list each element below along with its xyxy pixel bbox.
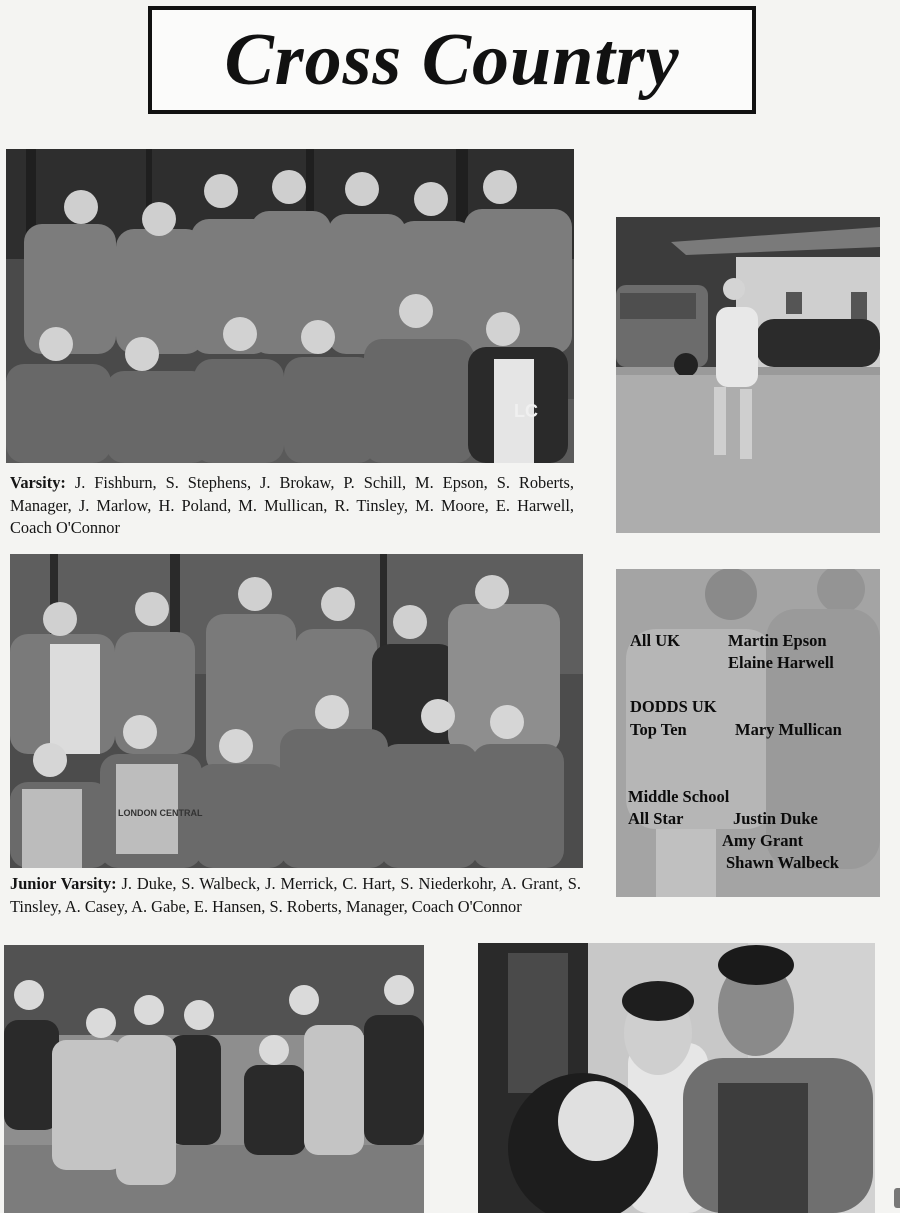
award-all-uk-name-2: Elaine Harwell (728, 653, 834, 672)
page-title-box (148, 6, 756, 114)
varsity-label: Varsity: (10, 473, 66, 492)
junior-varsity-names: J. Duke, S. Walbeck, J. Merrick, C. Hart, S. Niederkohr, A. Grant, S. Tinsley, A. Casey, A. Gabe, E. Hansen, S. Roberts, Manager, Coach O'Connor (10, 874, 581, 916)
page-title: Cross Country (224, 18, 680, 101)
runner-photo (616, 217, 880, 533)
award-dodds-label-1: DODDS UK (630, 697, 717, 716)
award-ms-name-1: Justin Duke (733, 809, 818, 828)
junior-varsity-label: Junior Varsity: (10, 874, 117, 893)
varsity-team-photo (6, 149, 574, 463)
varsity-caption (10, 472, 574, 540)
jv-shirt-text: LONDON CENTRAL (118, 808, 203, 818)
varsity-names: J. Fishburn, S. Stephens, J. Brokaw, P. Schill, M. Epson, S. Roberts, Manager, J. Marlow, H. Poland, M. Mullican, R. Tinsley, M. Moore, E. Harwell, Coach O'Connor (10, 473, 574, 537)
award-ms-name-2: Amy Grant (722, 831, 804, 850)
award-dodds-label-2: Top Ten (630, 720, 687, 739)
award-ms-name-3: Shawn Walbeck (726, 853, 839, 872)
award-all-uk-label: All UK (630, 631, 680, 650)
page-edge-tab (894, 1188, 900, 1208)
awards-panel (616, 569, 880, 897)
jacket-letters: LC (514, 401, 538, 421)
junior-varsity-team-photo (10, 554, 583, 868)
award-ms-label-2: All Star (628, 809, 684, 828)
award-all-uk-name-1: Martin Epson (728, 631, 827, 650)
junior-varsity-caption (10, 873, 581, 918)
award-dodds-name: Mary Mullican (735, 720, 842, 739)
candid-trio-photo (478, 943, 875, 1213)
award-ms-label-1: Middle School (628, 787, 730, 806)
race-start-photo (4, 945, 424, 1213)
